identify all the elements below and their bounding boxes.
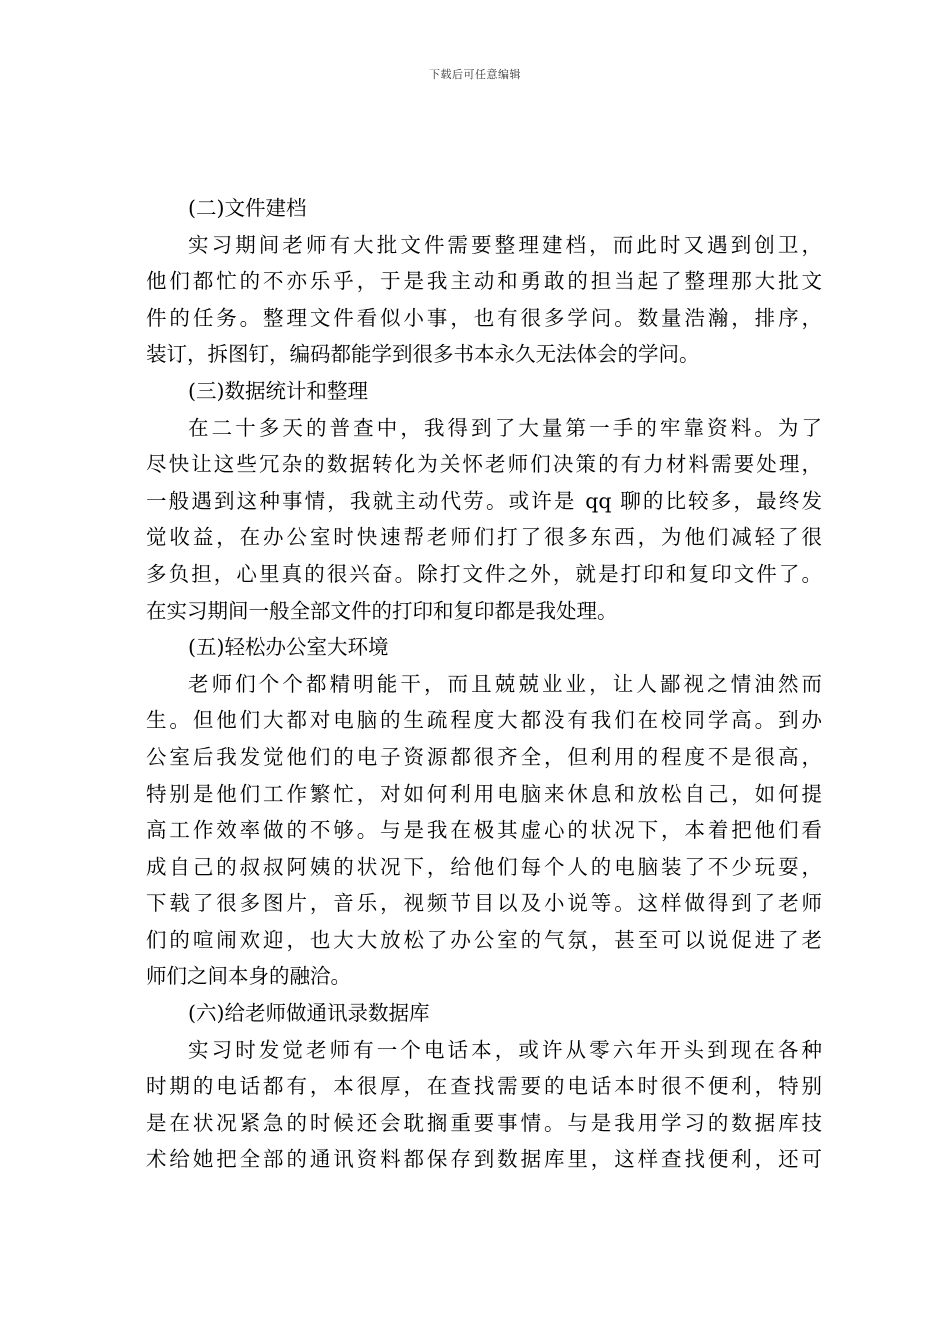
text-line: 他们都忙的不亦乐乎，于是我主动和勇敢的担当起了整理那大批文 — [146, 269, 822, 294]
section-heading: (六)给老师做通讯录数据库 — [188, 1001, 430, 1026]
text-line: 成自己的叔叔阿姨的状况下，给他们每个人的电脑装了不少玩耍， — [146, 854, 822, 879]
text-line: 高工作效率做的不够。与是我在极其虚心的状况下，本着把他们看 — [146, 818, 822, 843]
section-paragraph — [146, 227, 822, 373]
section-paragraph — [146, 666, 822, 995]
text-line: 师们之间本身的融洽。 — [146, 964, 351, 989]
section-paragraph — [146, 1032, 822, 1178]
text-line: 术给她把全部的通讯资料都保存到数据库里，这样查找便利，还可 — [146, 1147, 822, 1172]
document-body — [146, 190, 822, 1178]
text-line: 时期的电话都有，本很厚，在查找需要的电话本时很不便利，特别 — [146, 1074, 822, 1099]
section-heading: (三)数据统计和整理 — [188, 378, 368, 403]
text-line: 下载了很多图片，音乐，视频节目以及小说等。这样做得到了老师 — [146, 891, 822, 916]
text-line: 特别是他们工作繁忙，对如何利用电脑来休息和放松自己，如何提 — [146, 781, 822, 806]
text-line: 在实习期间一般全部文件的打印和复印都是我处理。 — [146, 598, 618, 623]
text-line: 尽快让这些冗杂的数据转化为关怀老师们决策的有力材料需要处理， — [146, 452, 822, 477]
text-line: 实习期间老师有大批文件需要整理建档，而此时又遇到创卫， — [188, 232, 822, 257]
text-line: 是在状况紧急的时候还会耽搁重要事情。与是我用学习的数据库技 — [146, 1110, 822, 1135]
page-header: 下载后可任意编辑 — [429, 68, 521, 81]
text-line: 老师们个个都精明能干，而且兢兢业业，让人鄙视之情油然而 — [188, 671, 822, 696]
text-line: 生。但他们大都对电脑的生疏程度大都没有我们在校同学高。到办 — [146, 708, 822, 733]
text-line: 们的喧闹欢迎，也大大放松了办公室的气氛，甚至可以说促进了老 — [146, 927, 822, 952]
section-heading: (二)文件建档 — [188, 196, 307, 220]
text-line: 多负担，心里真的很兴奋。除打文件之外，就是打印和复印文件了。 — [146, 561, 822, 586]
text-line: 实习时发觉老师有一个电话本，或许从零六年开头到现在各种 — [188, 1037, 822, 1062]
text-line: 一般遇到这种事情，我就主动代劳。或许是 qq 聊的比较多，最终发 — [146, 488, 822, 513]
text-line: 装订，拆图钉，编码都能学到很多书本永久无法体会的学问。 — [146, 342, 700, 367]
text-line: 在二十多天的普查中，我得到了大量第一手的牢靠资料。为了 — [188, 415, 822, 440]
text-line: 公室后我发觉他们的电子资源都很齐全，但利用的程度不是很高， — [146, 744, 822, 769]
text-line: 件的任务。整理文件看似小事，也有很多学问。数量浩瀚，排序， — [146, 305, 822, 330]
section-heading: (五)轻松办公室大环境 — [188, 635, 389, 660]
text-line: 觉收益，在办公室时快速帮老师们打了很多东西，为他们减轻了很 — [146, 525, 822, 550]
section-paragraph — [146, 410, 822, 630]
